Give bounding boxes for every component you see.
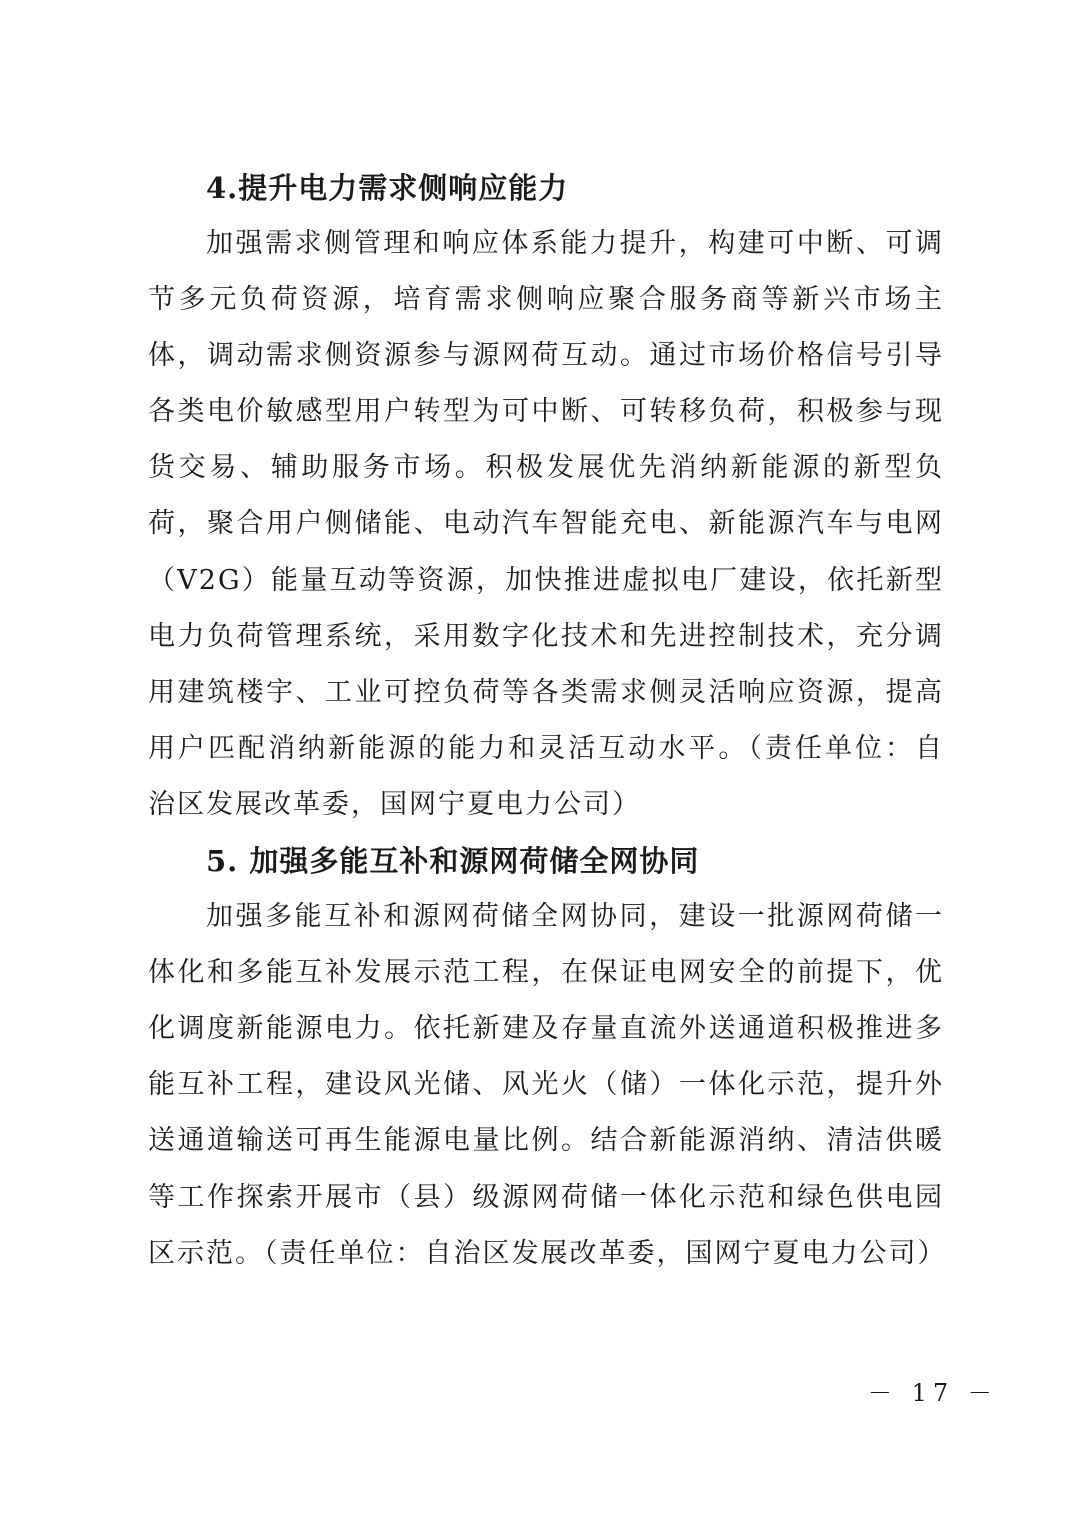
section-4-heading: 4.提升电力需求侧响应能力	[206, 171, 569, 205]
page-content	[148, 160, 947, 1282]
section-4-paragraph: 加强需求侧管理和响应体系能力提升，构建可中断、可调节多元负荷资源，培育需求侧响应聚合服务商等新兴市场主体，调动需求侧资源参与源网荷互动。通过市场价格信号引导各类电价敏感型用户转型为可中断、可转移负荷，积极参与现货交易、辅助服务市场。积极发展优先消纳新能源的新型负荷，聚合用户侧储能、电动汽车智能充电、新能源汽车与电网（V2G）能量互动等资源，加快推进虚拟电厂建设，依托新型电力负荷管理系统，采用数字化技术和先进控制技术，充分调用建筑楼宇、工业可控负荷等各类需求侧灵活响应资源，提高用户匹配消纳新能源的能力和灵活互动水平。（责任单位：自治区发展改革委，国网宁夏电力公司）	[148, 228, 944, 820]
section-5-heading: 5. 加强多能互补和源网荷储全网协同	[206, 844, 700, 879]
page-number: － 17 －	[868, 1379, 998, 1407]
section-5-paragraph: 加强多能互补和源网荷储全网协同，建设一批源网荷储一体化和多能互补发展示范工程，在保证电网安全的前提下，优化调度新能源电力。依托新建及存量直流外送通道积极推进多能互补工程，建设风光储、风光火（储）一体化示范，提升外送通道输送可再生能源电量比例。结合新能源消纳、清洁供暖等工作探索开展市（县）级源网荷储一体化示范和绿色供电园区示范。（责任单位：自治区发展改革委，国网宁夏电力公司）	[148, 901, 947, 1269]
